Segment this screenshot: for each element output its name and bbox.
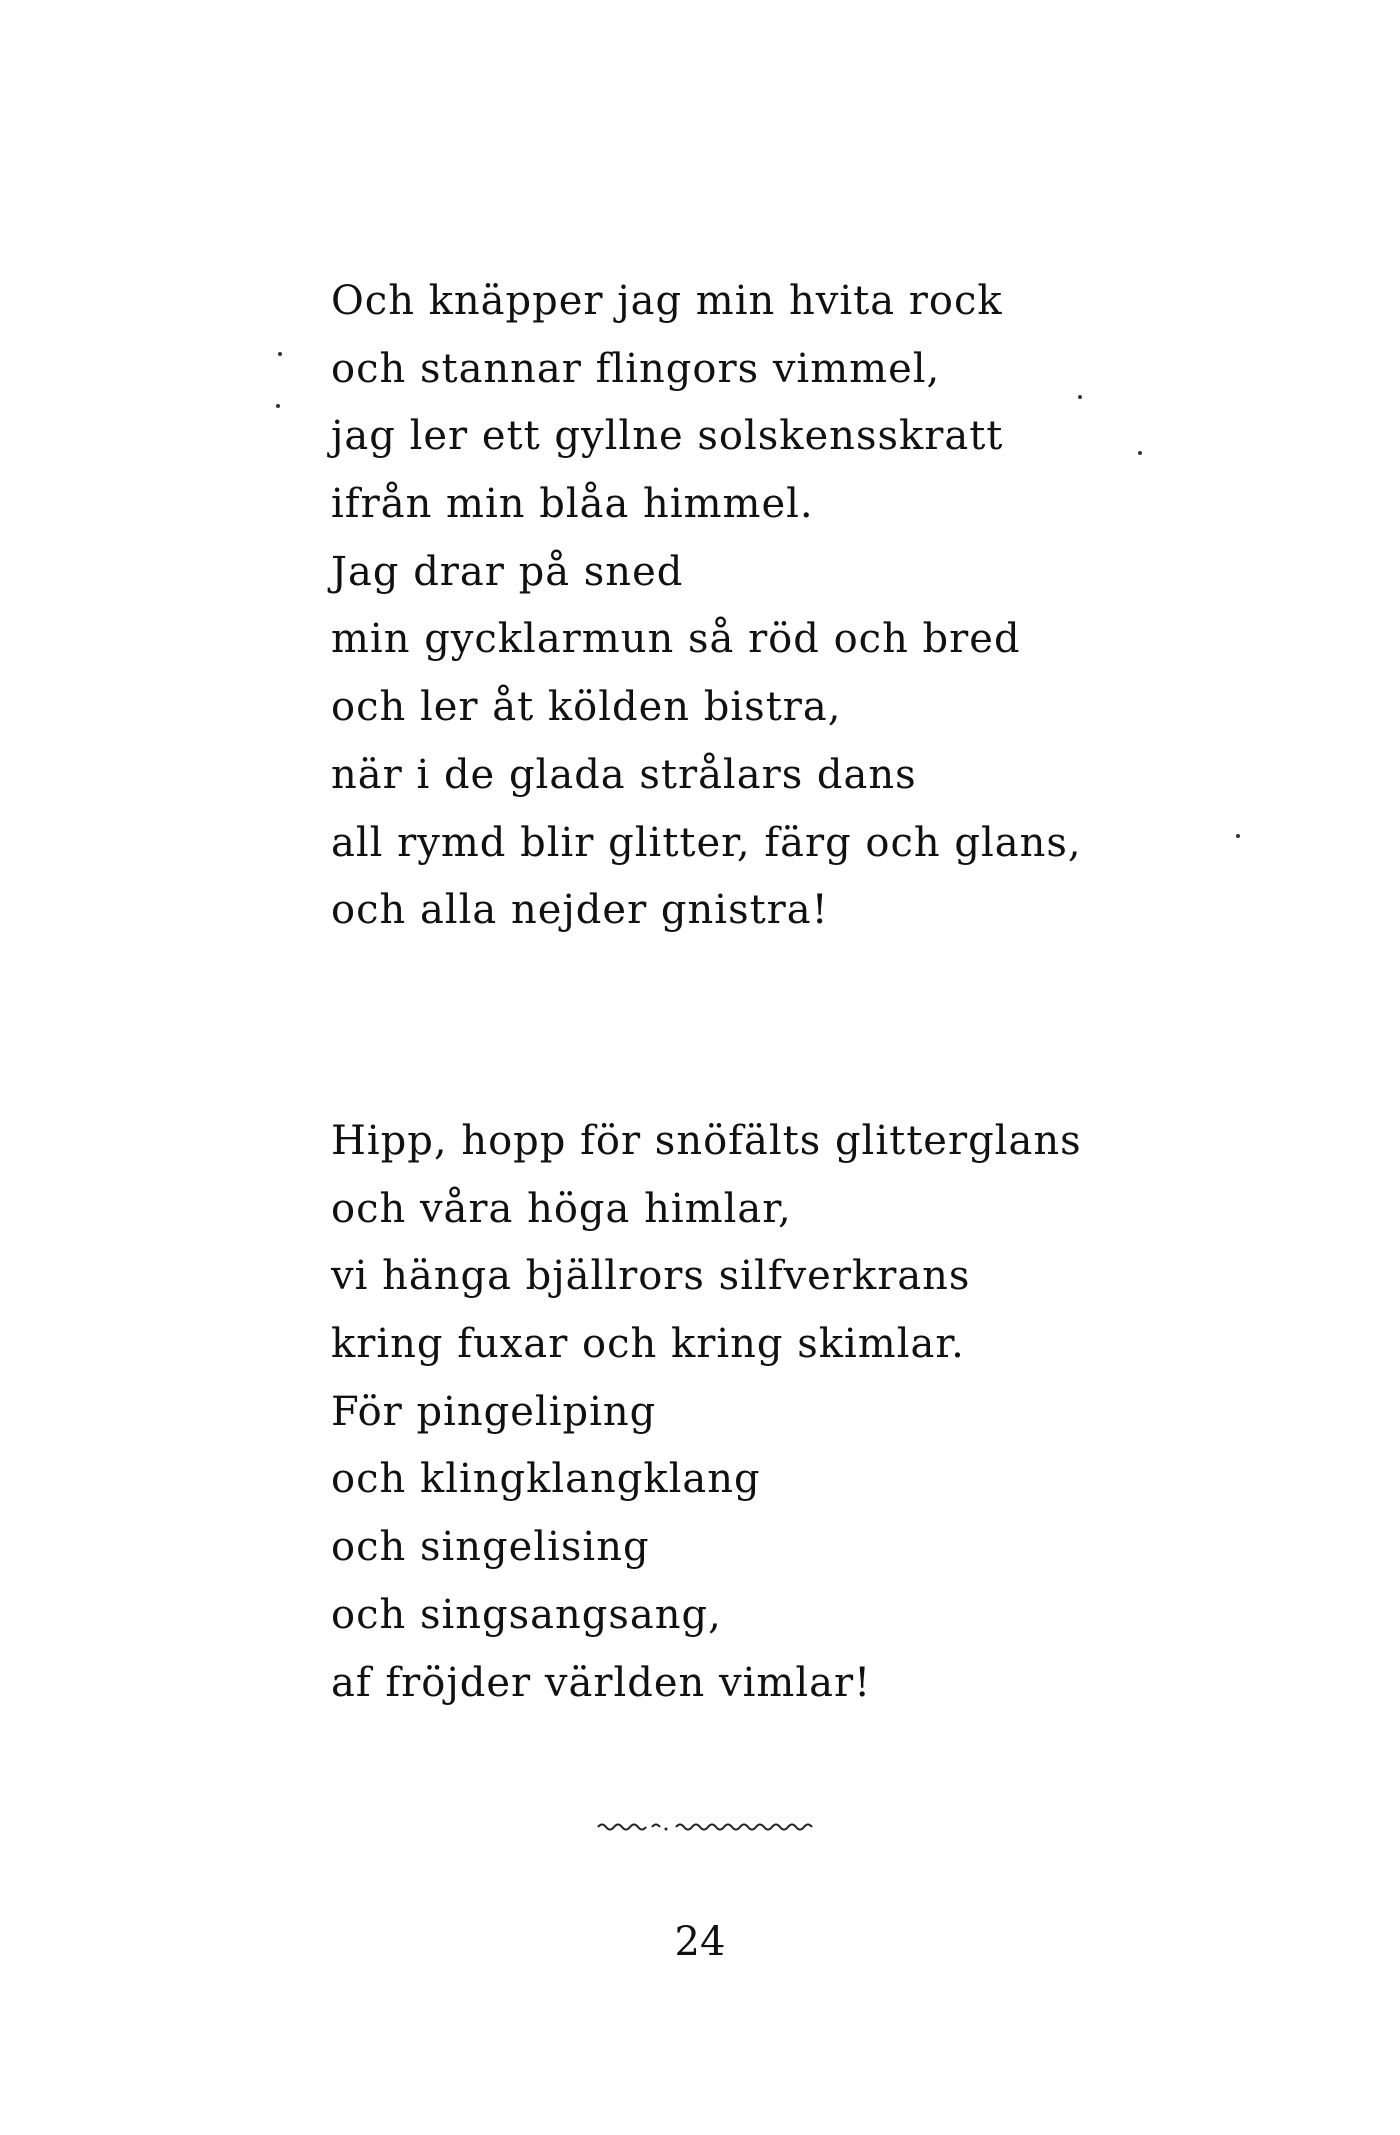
verse-line: all rymd blir glitter, färg och glans, bbox=[331, 819, 1082, 866]
verse-line: och våra höga himlar, bbox=[331, 1185, 792, 1232]
page-number: 24 bbox=[674, 1919, 726, 1965]
wavy-rule-ornament bbox=[596, 1818, 826, 1834]
verse-line: vi hänga bjällrors silfverkrans bbox=[331, 1253, 971, 1300]
verse-line: Jag drar på sned bbox=[331, 548, 684, 595]
print-speck bbox=[276, 404, 280, 408]
verse-line: ifrån min blåa himmel. bbox=[331, 481, 814, 528]
verse-line: min gycklarmun så röd och bred bbox=[331, 616, 1021, 663]
stanza-1 bbox=[331, 268, 1082, 945]
verse-line: Hipp, hopp för snöfälts glitterglans bbox=[331, 1118, 1082, 1164]
verse-line: och alla nejder gnistra! bbox=[331, 887, 829, 934]
verse-line: när i de glada strålars dans bbox=[331, 751, 917, 798]
verse-line: jag ler ett gyllne solskensskratt bbox=[331, 413, 1004, 460]
verse-line: och stannar flingors vimmel, bbox=[331, 345, 941, 392]
verse-line: och singelising bbox=[331, 1524, 650, 1571]
print-speck bbox=[1236, 834, 1240, 838]
verse-line: af fröjder världen vimlar! bbox=[331, 1659, 872, 1706]
verse-line: kring fuxar och kring skimlar. bbox=[331, 1321, 965, 1368]
print-speck bbox=[1138, 451, 1142, 455]
verse-line: och klingklangklang bbox=[331, 1456, 761, 1503]
print-speck bbox=[278, 352, 282, 356]
verse-line: För pingeliping bbox=[331, 1388, 657, 1435]
print-speck bbox=[1078, 395, 1082, 399]
verse-line: och singsangsang, bbox=[331, 1591, 722, 1638]
verse-line: och ler åt kölden bistra, bbox=[331, 684, 842, 731]
verse-line: Och knäpper jag min hvita rock bbox=[331, 278, 1003, 324]
stanza-2 bbox=[331, 1108, 1082, 1717]
